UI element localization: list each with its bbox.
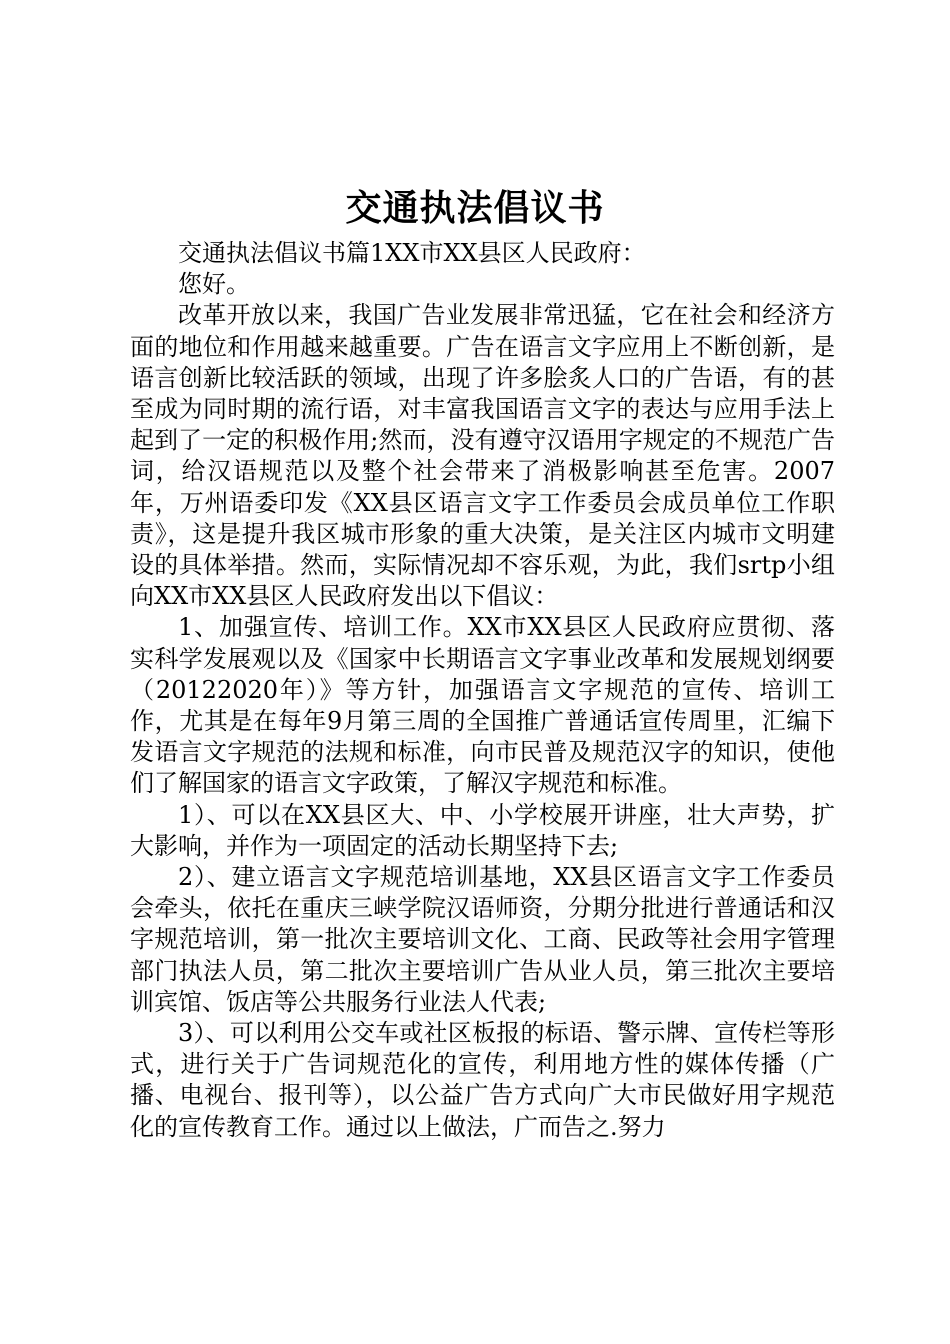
paragraph-intro: 改革开放以来，我国广告业发展非常迅猛，它在社会和经济方面的地位和作用越来越重要。广告在语言文字应用上不断创新，是语言创新比较活跃的领域，出现了许多脍炙人口的广告语，有的甚至成为同时期的流行语，对丰富我国语言文字的表达与应用手法上起到了一定的积极作用;然而，没有遵守汉语用字规定的不规范广告词，给汉语规范以及整个社会带来了消极影响甚至危害。2007年，万州语委印发《XX县区语言文字工作委员会成员单位工作职责》，这是提升我区城市形象的重大决策，是关注区内城市文明建设的具体举措。然而，实际情况却不容乐观，为此，我们srtp小组向XX市XX县区人民政府发出以下倡议： (130, 301, 835, 611)
paragraph-subitem-2: 2）、建立语言文字规范培训基地，XX县区语言文字工作委员会牵头，依托在重庆三峡学院汉语师资，分期分批进行普通话和汉字规范培训，第一批次主要培训文化、工商、民政等社会用字管理部门执法人员，第二批次主要培训广告从业人员，第三批次主要培训宾馆、饭店等公共服务行业法人代表; (130, 863, 835, 1016)
paragraph-greeting: 您好。 (178, 270, 250, 299)
paragraph-subitem-1: 1）、可以在XX县区大、中、小学校展开讲座，壮大声势，扩大影响，并作为一项固定的活动长期坚持下去; (130, 800, 835, 860)
document-body (130, 238, 835, 1143)
paragraph-subitem-3: 3）、可以利用公交车或社区板报的标语、警示牌、宣传栏等形式，进行关于广告词规范化的宣传，利用地方性的媒体传播（广播、电视台、报刊等），以公益广告方式向广大市民做好用字规范化的宣传教育工作。通过以上做法，广而告之.努力 (130, 1019, 835, 1141)
paragraph-salutation: 交通执法倡议书篇1XX市XX县区人民政府： (178, 239, 646, 267)
document-title: 交通执法倡议书 (345, 187, 605, 229)
paragraph-proposal-1: 1、加强宣传、培训工作。XX市XX县区人民政府应贯彻、落实科学发展观以及《国家中长期语言文字事业改革和发展规划纲要（20122020年）》等方针，加强语言文字规范的宣传、培训工作，尤其是在每年9月第三周的全国推广普通话宣传周里，汇编下发语言文字规范的法规和标准，向市民普及规范汉字的知识，使他们了解国家的语言文字政策，了解汉字规范和标准。 (130, 613, 835, 798)
